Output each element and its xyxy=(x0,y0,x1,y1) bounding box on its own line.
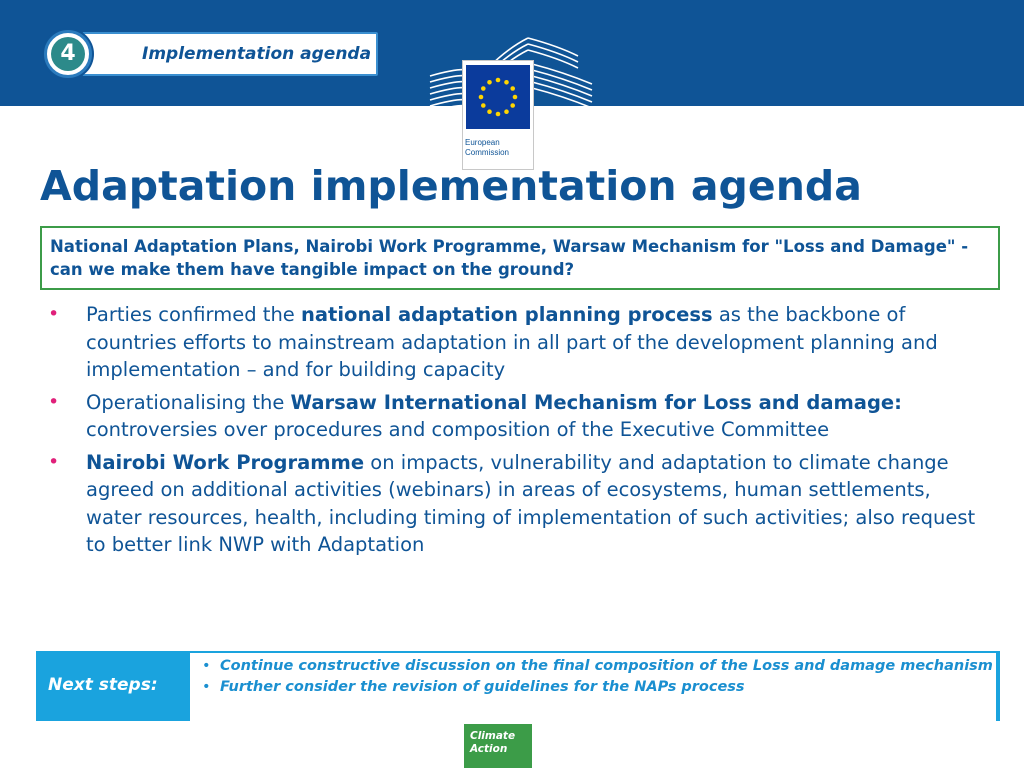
bullet-list xyxy=(46,301,976,564)
bullet-text: as the backbone of countries efforts to mainstream adaptation in all part of the development planning and implementation – and for building capacity xyxy=(86,303,938,381)
next-step-item xyxy=(190,677,996,698)
bullet-text: on impacts, vulnerability and adaptation to climate change agreed on additional activities (webinars) in areas of ecosystems, human settlements, water resources, health, including timing of implementation of such activities; also request to better link NWP with Adaptation xyxy=(86,450,976,556)
next-step-bullet-icon: • xyxy=(202,678,211,695)
section-badge xyxy=(44,30,384,78)
next-steps-label: Next steps: xyxy=(48,675,158,695)
subtitle-box: National Adaptation Plans, Nairobi Work Programme, Warsaw Mechanism for "Loss and Damage" - can we make them have tangible impact on the ground? xyxy=(40,226,1000,290)
bullet-bold: Nairobi Work Programme xyxy=(86,450,365,474)
bullet-item xyxy=(46,301,976,384)
next-step-bullet-icon: • xyxy=(202,658,211,674)
european-commission-logo xyxy=(428,28,596,157)
bullet-icon: • xyxy=(48,303,60,325)
ec-logo-line1: European xyxy=(465,138,500,147)
section-number-circle xyxy=(44,30,92,78)
climate-line1: Climate xyxy=(470,730,516,742)
section-label: Implementation agenda xyxy=(82,32,378,76)
bullet-text: Operationalising the xyxy=(86,390,291,414)
bullet-icon: • xyxy=(48,390,60,413)
bullet-icon: • xyxy=(48,450,60,473)
next-step-item xyxy=(190,656,996,677)
bullet-text: controversies over procedures and composition of the Executive Committee xyxy=(86,418,830,441)
bullet-bold: Warsaw International Mechanism for Loss and damage: xyxy=(290,390,902,414)
bullet-item xyxy=(46,389,976,444)
bullet-item xyxy=(46,449,976,559)
next-steps-list xyxy=(190,653,996,722)
climate-action-badge xyxy=(464,724,532,768)
eu-flag-icon xyxy=(463,61,533,133)
next-step-text: Continue constructive discussion on the final composition of the Loss and damage mechanism xyxy=(220,658,993,674)
section-number: 4 xyxy=(51,37,85,71)
ec-logo-line2: Commission xyxy=(465,148,510,157)
bullet-text: Parties confirmed the xyxy=(86,303,302,326)
ec-logo-card xyxy=(462,60,534,170)
page-title: Adaptation implementation agenda xyxy=(40,162,862,210)
ec-logo-text xyxy=(465,138,531,158)
bullet-bold: national adaptation planning process xyxy=(301,303,713,326)
next-steps-box xyxy=(36,651,1000,721)
climate-line2: Action xyxy=(470,743,508,755)
next-step-text: Further consider the revision of guidelines for the NAPs process xyxy=(220,678,745,695)
